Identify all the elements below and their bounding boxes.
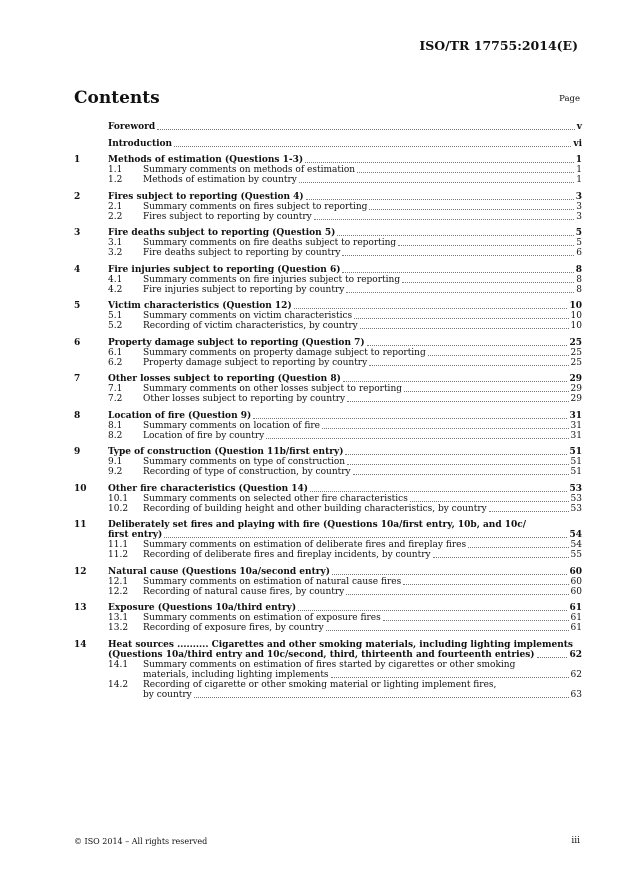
dot-leader <box>266 438 568 439</box>
toc-subentry-number: 1.2 <box>108 175 123 185</box>
toc-subentry-title: Summary comments on estimation of exposure fires <box>143 613 381 623</box>
page-column-label: Page <box>559 94 580 104</box>
toc-subentry-number: 10.1 <box>108 493 129 504</box>
toc-subentry-page: 29 <box>570 394 582 404</box>
toc-subentry-title-cont: by country <box>143 689 192 700</box>
toc-subentry-title: Summary comments on type of construction <box>143 457 346 467</box>
toc-entry-number: 2 <box>74 191 81 202</box>
toc-subentry-page: 61 <box>570 623 582 633</box>
copyright-footer: © ISO 2014 – All rights reserved <box>74 837 208 846</box>
dot-leader <box>357 172 574 173</box>
toc-subentry-page: 25 <box>570 357 582 368</box>
toc-subentry-page: 3 <box>576 201 582 212</box>
toc-subentry-number: 10.2 <box>108 503 129 514</box>
toc-subentry-number: 13.2 <box>108 623 129 633</box>
toc-subentry-page: 10 <box>570 321 582 331</box>
toc-subentry-title: Recording of victim characteristics, by country <box>143 321 358 331</box>
toc-subentry-title: Fires subject to reporting by country <box>143 211 312 222</box>
dot-leader <box>299 182 574 183</box>
toc-entry-page: 53 <box>569 483 582 494</box>
toc-entry-number: 6 <box>74 337 81 348</box>
toc-entry-page: 62 <box>569 649 582 660</box>
toc-subentry-number: 4.1 <box>108 274 123 285</box>
toc-subentry[interactable] <box>74 587 582 597</box>
dot-leader <box>383 620 569 621</box>
toc-subentry-page: 51 <box>570 457 582 467</box>
dot-leader <box>347 401 568 402</box>
toc-subentry-title: Recording of exposure fires, by country <box>143 623 324 633</box>
toc-subentry[interactable] <box>74 238 582 248</box>
dot-leader <box>433 557 569 558</box>
toc-subentry-title: Location of fire by country <box>143 430 265 441</box>
toc-entry[interactable] <box>74 640 582 650</box>
toc-subentry-number: 1.1 <box>108 165 123 175</box>
dot-leader <box>194 697 569 698</box>
toc-subentry-title: Recording of cigarette or other smoking material or lighting implement fires, <box>143 679 497 690</box>
toc-subentry-continuation[interactable] <box>74 670 582 680</box>
toc-subentry-page: 3 <box>576 211 582 222</box>
toc-entry-title: Methods of estimation (Questions 1-3) <box>108 155 304 165</box>
toc-entry-number: 12 <box>74 566 87 577</box>
toc-subentry-page: 53 <box>570 503 582 514</box>
toc-subentry-number: 12.2 <box>108 586 129 597</box>
toc-entry-title: Type of construction (Question 11b/first entry) <box>108 447 344 457</box>
toc-entry[interactable] <box>74 192 582 202</box>
toc-subentry-page: 31 <box>570 420 582 431</box>
toc-entry-page: 3 <box>575 191 582 202</box>
toc-entry-title: Fires subject to reporting (Question 4) <box>108 191 304 202</box>
toc-subentry-title: Summary comments on other losses subject to reporting <box>143 384 402 394</box>
toc-subentry-number: 3.2 <box>108 248 123 258</box>
toc-subentry-page: 1 <box>576 175 582 185</box>
dot-leader <box>331 677 569 678</box>
toc-subentry-page: 62 <box>570 669 582 680</box>
dot-leader <box>403 584 568 585</box>
toc-subentry[interactable] <box>74 175 582 185</box>
toc-entry-title: Exposure (Questions 10a/third entry) <box>108 603 297 613</box>
toc-entry-page: 25 <box>569 337 582 348</box>
toc-subentry-number: 6.1 <box>108 347 123 358</box>
dot-leader <box>342 255 574 256</box>
toc-subentry-page: 55 <box>570 550 582 560</box>
toc-subentry-title: Summary comments on victim characteristics <box>143 311 353 321</box>
toc-subentry[interactable] <box>74 248 582 258</box>
toc-subentry[interactable] <box>74 680 582 690</box>
toc-subentry-number: 8.2 <box>108 430 123 441</box>
toc-subentry-title: Recording of building height and other building characteristics, by country <box>143 503 487 514</box>
toc-subentry-page: 54 <box>570 540 582 550</box>
toc-subentry-page: 29 <box>570 384 582 394</box>
toc-entry-title: Natural cause (Questions 10a/second entry) <box>108 566 330 577</box>
dot-leader <box>489 511 569 512</box>
toc-subentry[interactable] <box>74 540 582 550</box>
toc-subentry-title: Summary comments on location of fire <box>143 420 320 431</box>
toc-subentry-page: 8 <box>576 274 582 285</box>
toc-subentry[interactable] <box>74 348 582 358</box>
toc-subentry-page: 25 <box>570 347 582 358</box>
toc-entry-title: Other fire characteristics (Question 14) <box>108 483 309 494</box>
dot-leader <box>306 199 574 200</box>
toc-entry-page: v <box>576 122 582 132</box>
toc-entry-number: 5 <box>74 301 81 311</box>
toc-subentry-title: Summary comments on estimation of fires started by cigarettes or other smoking <box>143 659 516 670</box>
toc-entry-title: Property damage subject to reporting (Question 7) <box>108 337 365 348</box>
toc-subentry[interactable] <box>74 165 582 175</box>
toc-entry-number: 1 <box>74 155 81 165</box>
toc-subentry-page: 10 <box>570 311 582 321</box>
dot-leader <box>164 537 567 538</box>
page-number: iii <box>571 836 580 846</box>
toc-entry-page: 60 <box>569 566 582 577</box>
toc-entry-page: 8 <box>575 264 582 275</box>
toc-subentry-page: 61 <box>570 613 582 623</box>
toc-subentry-title: Summary comments on estimation of deliberate fires and fireplay fires <box>143 540 467 550</box>
toc-entry-title: Victim characteristics (Question 12) <box>108 301 292 311</box>
toc-entry-page: 51 <box>569 447 582 457</box>
toc-entry-page: 29 <box>569 374 582 384</box>
toc-subentry[interactable] <box>74 504 582 514</box>
toc-entry-page: vi <box>573 138 582 149</box>
toc-subentry-title: Summary comments on fires subject to reporting <box>143 201 368 212</box>
dot-leader <box>294 308 568 309</box>
toc-entry-page: 31 <box>569 410 582 421</box>
toc-subentry-title: Recording of type of construction, by country <box>143 467 351 477</box>
dot-leader <box>322 428 569 429</box>
dot-leader <box>398 245 574 246</box>
toc-subentry[interactable] <box>74 613 582 623</box>
toc-subentry-page: 51 <box>570 467 582 477</box>
dot-leader <box>346 292 574 293</box>
page-title: Contents <box>74 88 160 108</box>
toc-entry[interactable] <box>74 374 582 384</box>
toc-subentry-title: Methods of estimation by country <box>143 175 297 185</box>
toc-subentry-page: 63 <box>570 689 582 700</box>
toc-entry-page: 1 <box>575 155 582 165</box>
dot-leader <box>253 418 567 419</box>
toc-subentry[interactable] <box>74 394 582 404</box>
toc-subentry-title-cont: materials, including lighting implements <box>143 669 329 680</box>
toc-entry[interactable] <box>74 447 582 457</box>
toc-subentry-title: Property damage subject to reporting by country <box>143 357 368 368</box>
toc-entry-title: Heat sources .......... Cigarettes and other smoking materials, including lighting implements <box>108 639 574 650</box>
toc-subentry-page: 31 <box>570 430 582 441</box>
toc-subentry-title: Summary comments on fire injuries subject to reporting <box>143 274 401 285</box>
dot-leader <box>404 391 569 392</box>
dot-leader <box>342 272 573 273</box>
toc-entry-number: 14 <box>74 639 87 650</box>
toc-subentry-title: Fire deaths subject to reporting by country <box>143 248 341 258</box>
toc-subentry[interactable] <box>74 285 582 295</box>
toc-subentry-title: Summary comments on property damage subject to reporting <box>143 347 426 358</box>
toc-subentry-page: 1 <box>576 165 582 175</box>
toc-subentry-number: 9.1 <box>108 457 123 467</box>
dot-leader <box>346 594 568 595</box>
toc-entry-title: Location of fire (Question 9) <box>108 410 252 421</box>
toc-entry-title: Other losses subject to reporting (Question 8) <box>108 374 341 384</box>
toc-subentry-title: Recording of natural cause fires, by country <box>143 586 345 597</box>
toc-subentry-number: 2.1 <box>108 201 123 212</box>
toc-subentry[interactable] <box>74 457 582 467</box>
toc-entry[interactable] <box>74 155 582 165</box>
toc-entry[interactable] <box>74 301 582 311</box>
toc-subentry-number: 9.2 <box>108 467 123 477</box>
toc-entry-page: 61 <box>569 603 582 613</box>
dot-leader <box>343 381 568 382</box>
toc-subentry[interactable] <box>74 212 582 222</box>
toc-subentry-number: 5.2 <box>108 321 123 331</box>
toc-entry[interactable] <box>74 265 582 275</box>
document-header: ISO/TR 17755:2014(E) <box>419 38 578 53</box>
dot-leader <box>332 574 568 575</box>
toc-subentry-page: 53 <box>570 493 582 504</box>
toc-entry-number: 3 <box>74 228 81 238</box>
dot-leader <box>367 345 568 346</box>
toc-subentry-continuation[interactable] <box>74 690 582 700</box>
toc-subentry-page: 60 <box>570 576 582 587</box>
toc-subentry[interactable] <box>74 202 582 212</box>
toc-subentry-number: 2.2 <box>108 211 123 222</box>
toc-subentry-number: 11.2 <box>108 550 129 560</box>
toc-entry-title: Deliberately set fires and playing with fire (Questions 10a/first entry, 10b, and 10c/ <box>108 520 527 530</box>
toc-subentry-page: 8 <box>576 284 582 295</box>
toc-subentry-title: Other losses subject to reporting by country <box>143 394 346 404</box>
toc-entry-continuation[interactable] <box>74 530 582 540</box>
toc-subentry-number: 14.1 <box>108 659 129 670</box>
toc-subentry-number: 6.2 <box>108 357 123 368</box>
toc-entry[interactable] <box>74 228 582 238</box>
dot-leader <box>468 547 568 548</box>
toc-entry[interactable] <box>74 338 582 348</box>
toc-entry-number: 9 <box>74 447 81 457</box>
toc-subentry-title: Summary comments on estimation of natural cause fires <box>143 576 402 587</box>
toc-entry-number: 8 <box>74 410 81 421</box>
toc-entry[interactable] <box>74 567 582 577</box>
dot-leader <box>410 501 569 502</box>
toc-entry[interactable] <box>74 484 582 494</box>
dot-leader <box>157 129 575 130</box>
toc-entry[interactable] <box>74 122 582 132</box>
toc-entry-number: 11 <box>74 520 87 530</box>
toc-entry-continuation[interactable] <box>74 650 582 660</box>
dot-leader <box>369 209 574 210</box>
toc-subentry-number: 8.1 <box>108 420 123 431</box>
toc-subentry[interactable] <box>74 623 582 633</box>
toc-subentry[interactable] <box>74 577 582 587</box>
toc-subentry[interactable] <box>74 660 582 670</box>
dot-leader <box>402 282 574 283</box>
toc-entry-title: Introduction <box>108 138 173 149</box>
toc-entry-page: 5 <box>575 228 582 238</box>
toc-subentry[interactable] <box>74 311 582 321</box>
toc-subentry[interactable] <box>74 321 582 331</box>
toc-subentry-number: 7.2 <box>108 394 123 404</box>
toc-entry-page: 10 <box>569 301 582 311</box>
toc-entry-number: 10 <box>74 483 87 494</box>
toc-subentry[interactable] <box>74 358 582 368</box>
dot-leader <box>298 610 567 611</box>
toc-entry[interactable] <box>74 603 582 613</box>
dot-leader <box>353 474 569 475</box>
toc-entry[interactable] <box>74 411 582 421</box>
toc-subentry-number: 5.1 <box>108 311 123 321</box>
toc-entry-number: 4 <box>74 264 81 275</box>
dot-leader <box>305 162 574 163</box>
toc-subentry-number: 14.2 <box>108 679 129 690</box>
dot-leader <box>337 235 573 236</box>
dot-leader <box>369 365 568 366</box>
toc-subentry-number: 4.2 <box>108 284 123 295</box>
toc-subentry-title: Fire injuries subject to reporting by country <box>143 284 345 295</box>
toc-entry-title: Foreword <box>108 122 156 132</box>
toc-subentry-page: 6 <box>576 248 582 258</box>
dot-leader <box>326 630 569 631</box>
dot-leader <box>314 219 575 220</box>
toc-entry-page: 54 <box>569 530 582 540</box>
toc-subentry-number: 11.1 <box>108 540 129 550</box>
toc-subentry-number: 13.1 <box>108 613 129 623</box>
toc-entry-title-cont: first entry) <box>108 530 163 540</box>
dot-leader <box>360 328 569 329</box>
toc-entry-number: 7 <box>74 374 81 384</box>
toc-subentry-number: 7.1 <box>108 384 123 394</box>
toc-subentry[interactable] <box>74 467 582 477</box>
toc-subentry[interactable] <box>74 421 582 431</box>
toc-subentry[interactable] <box>74 384 582 394</box>
table-of-contents <box>74 122 582 700</box>
toc-subentry[interactable] <box>74 550 582 560</box>
toc-subentry-page: 5 <box>576 238 582 248</box>
toc-entry[interactable] <box>74 139 582 149</box>
dot-leader <box>310 491 567 492</box>
dot-leader <box>354 318 568 319</box>
toc-subentry[interactable] <box>74 275 582 285</box>
toc-entry[interactable] <box>74 520 582 530</box>
toc-subentry-number: 12.1 <box>108 576 129 587</box>
toc-subentry-title: Summary comments on methods of estimation <box>143 165 356 175</box>
toc-subentry-title: Summary comments on selected other fire characteristics <box>143 493 408 504</box>
toc-entry-title: Fire deaths subject to reporting (Question 5) <box>108 228 336 238</box>
toc-subentry-page: 60 <box>570 586 582 597</box>
toc-entry-number: 13 <box>74 603 87 613</box>
toc-entry-title: Fire injuries subject to reporting (Question 6) <box>108 264 341 275</box>
toc-entry-title-cont: (Questions 10a/third entry and 10c/second, third, thirteenth and fourteenth entries) <box>108 649 535 660</box>
toc-subentry-title: Recording of deliberate fires and fireplay incidents, by country <box>143 550 431 560</box>
toc-subentry-number: 3.1 <box>108 238 123 248</box>
toc-subentry-title: Summary comments on fire deaths subject to reporting <box>143 238 397 248</box>
dot-leader <box>428 355 569 356</box>
dot-leader <box>174 146 571 147</box>
toc-subentry[interactable] <box>74 494 582 504</box>
dot-leader <box>537 657 568 658</box>
toc-subentry[interactable] <box>74 431 582 441</box>
dot-leader <box>345 454 567 455</box>
dot-leader <box>347 464 568 465</box>
